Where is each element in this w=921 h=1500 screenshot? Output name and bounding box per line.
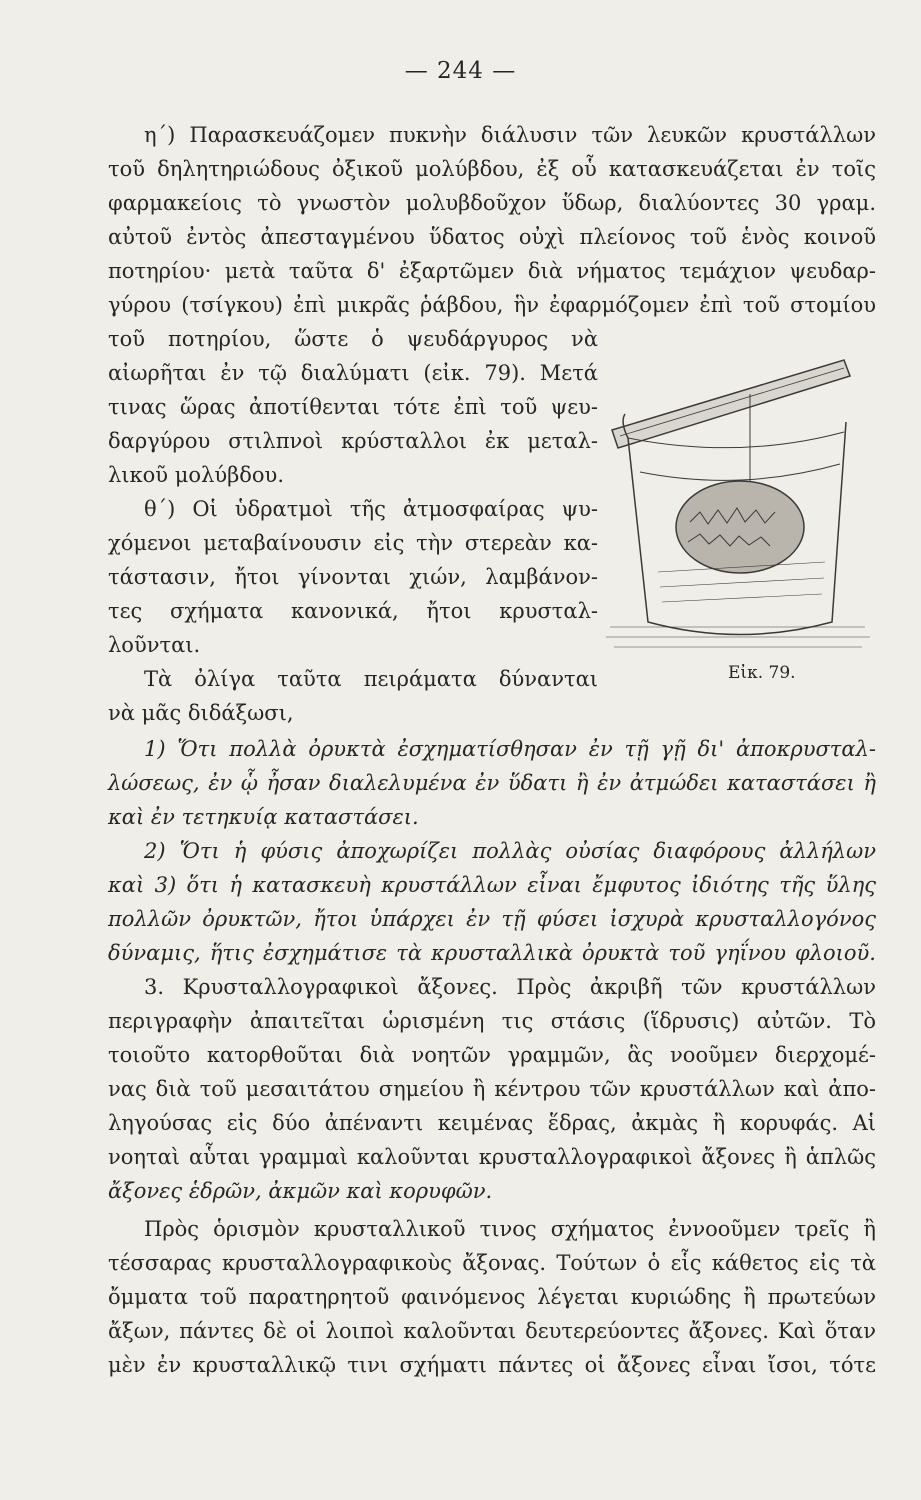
- text-line: νοηταὶ αὗται γραμμαὶ καλοῦνται κρυσταλλογραφικοὶ ἄξονες ἢ ἁπλῶς: [108, 1145, 876, 1169]
- text-line: φαρμακείοις τὸ γνωστὸν μολυβδοῦχον ὕδωρ, διαλύοντες 30 γραμ.: [108, 191, 876, 215]
- text-line: ὄμματα τοῦ παρατηρητοῦ φαινόμενος λέγεται κυριώδης ἢ πρωτεύων: [108, 1285, 876, 1309]
- text-line: ληγούσας εἰς δύο ἀπέναντι κειμένας ἕδρας, ἀκμὰς ἢ κορυφάς. Αἱ: [108, 1111, 876, 1135]
- text-line: τοιοῦτο κατορθοῦται διὰ νοητῶν γραμμῶν, ἃς νοοῦμεν διερχομέ-: [108, 1043, 876, 1067]
- text-line: νας διὰ τοῦ μεσαιτάτου σημείου ἢ κέντρου τῶν κρυστάλλων καὶ ἀπο-: [108, 1077, 876, 1101]
- text-line: περιγραφὴν ἀπαιτεῖται ὡρισμένη τις στάσις (ἵδρυσις) αὐτῶν. Τὸ: [108, 1009, 876, 1033]
- text-line: τοῦ δηλητηριώδους ὀξικοῦ μολύβδου, ἐξ οὗ κατασκευάζεται ἐν τοῖς: [108, 157, 876, 181]
- text-line: καὶ 3) ὅτι ἡ κατασκευὴ κρυστάλλων εἶναι ἔμφυτος ἰδιότης τῆς ὕλης: [108, 873, 876, 897]
- beaker-illustration: [600, 352, 875, 657]
- text-line: δύναμις, ἥτις ἐσχημάτισε τὰ κρυσταλλικὰ ὀρυκτὰ τοῦ γηΐνου φλοιοῦ.: [108, 941, 876, 965]
- page-number: — 244 —: [404, 58, 517, 84]
- text-line: Πρὸς ὁρισμὸν κρυσταλλικοῦ τινος σχήματος ἐννοοῦμεν τρεῖς ἢ: [144, 1217, 876, 1241]
- text-line: τοῦ ποτηρίου, ὥστε ὁ ψευδάργυρος νὰ: [108, 327, 598, 351]
- text-line: ποτηρίου· μετὰ ταῦτα δ' ἐξαρτῶμεν διὰ νήματος τεμάχιον ψευδαρ-: [108, 259, 876, 283]
- text-line: ἄξων, πάντες δὲ οἱ λοιποὶ καλοῦνται δευτερεύοντες ἄξονες. Καὶ ὅταν: [108, 1319, 876, 1343]
- text-line: μὲν ἐν κρυσταλλικῷ τινι σχήματι πάντες οἱ ἄξονες εἶναι ἴσοι, τότε: [108, 1353, 876, 1377]
- text-line: λώσεως, ἐν ᾧ ἦσαν διαλελυμένα ἐν ὕδατι ἢ ἐν ἀτμώδει καταστάσει ἢ: [108, 771, 876, 795]
- text-line: δαργύρου στιλπνοὶ κρύσταλλοι ἐκ μεταλ-: [108, 429, 598, 453]
- text-line: χόμενοι μεταβαίνουσιν εἰς τὴν στερεὰν κα-: [108, 531, 598, 555]
- text-line: νὰ μᾶς διδάξωσι,: [108, 701, 294, 725]
- text-line: λοῦνται.: [108, 633, 201, 657]
- text-line: τάστασιν, ἤτοι γίνονται χιών, λαμβάνον-: [108, 565, 598, 589]
- text-line: Τὰ ὀλίγα ταῦτα πειράματα δύνανται: [144, 667, 598, 691]
- text-line: τες σχήματα κανονικά, ἤτοι κρυσταλ-: [108, 599, 598, 623]
- text-line: λικοῦ μολύβδου.: [108, 463, 284, 487]
- text-line: η΄) Παρασκευάζομεν πυκνὴν διάλυσιν τῶν λευκῶν κρυστάλλων: [144, 123, 876, 147]
- text-line: ἄξονες ἑδρῶν, ἀκμῶν καὶ κορυφῶν.: [108, 1179, 493, 1203]
- text-line: πολλῶν ὀρυκτῶν, ἤτοι ὑπάρχει ἐν τῇ φύσει ἰσχυρὰ κρυσταλλογόνος: [108, 907, 876, 931]
- text-line: θ΄) Οἱ ὑδρατμοὶ τῆς ἀτμοσφαίρας ψυ-: [144, 497, 598, 521]
- text-line: αὐτοῦ ἐντὸς ἀπεσταγμένου ὕδατος οὐχὶ πλείονος τοῦ ἑνὸς κοινοῦ: [108, 225, 876, 249]
- section-heading-line: 3. Κρυσταλλογραφικοὶ ἄξονες. Πρὸς ἀκριβῆ τῶν κρυστάλλων: [144, 975, 876, 999]
- text-line: γύρου (τσίγκου) ἐπὶ μικρᾶς ῥάβδου, ἣν ἐφαρμόζομεν ἐπὶ τοῦ στομίου: [108, 293, 876, 317]
- figure-caption: Εἰκ. 79.: [728, 663, 796, 683]
- text-line: 2) Ὅτι ἡ φύσις ἀποχωρίζει πολλὰς οὐσίας διαφόρους ἀλλήλων: [144, 839, 876, 863]
- text-line: καὶ ἐν τετηκυίᾳ καταστάσει.: [108, 805, 419, 829]
- text-line: αἰωρῆται ἐν τῷ διαλύματι (εἰκ. 79). Μετά: [108, 361, 598, 385]
- text-line: τέσσαρας κρυσταλλογραφικοὺς ἄξονας. Τούτων ὁ εἷς κάθετος εἰς τὰ: [108, 1251, 876, 1275]
- text-line: 1) Ὅτι πολλὰ ὀρυκτὰ ἐσχηματίσθησαν ἐν τῇ γῇ δι' ἀποκρυσταλ-: [144, 737, 876, 761]
- text-line: τινας ὥρας ἀποτίθενται τότε ἐπὶ τοῦ ψευ-: [108, 395, 598, 419]
